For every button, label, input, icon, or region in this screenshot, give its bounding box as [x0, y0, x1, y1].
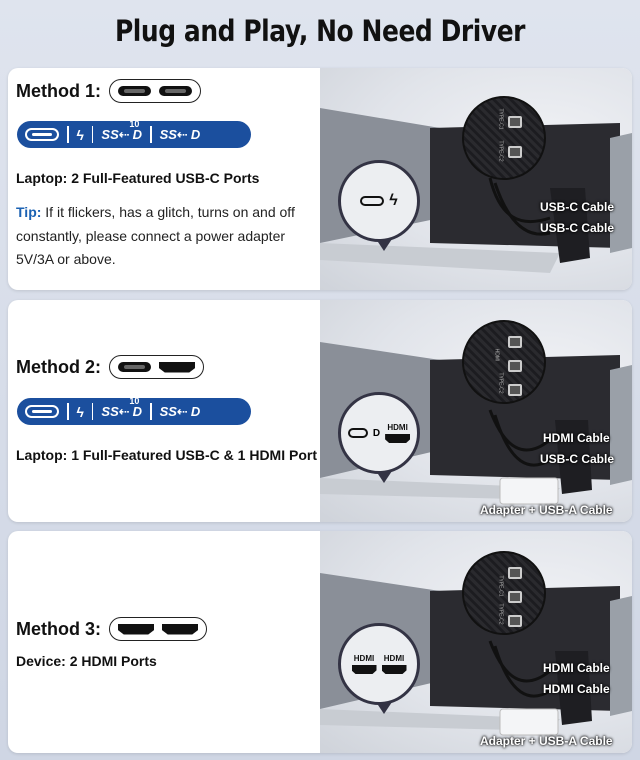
usb-c-port-icon [118, 86, 151, 96]
thunderbolt-icon: ϟ [389, 192, 398, 209]
method-2-port-pill [109, 355, 204, 379]
usb-c-port-icon [159, 86, 192, 96]
method-1-photo [320, 68, 632, 290]
method-2-card [8, 300, 632, 522]
hdmi-label: HDMI [387, 423, 408, 432]
hdmi-port-icon [382, 665, 407, 674]
usb-c-feature-bar [17, 118, 251, 148]
method-3-header [16, 617, 207, 641]
method-1-card [8, 68, 632, 290]
method-2-requirement: Laptop: 1 Full-Featured USB-C & 1 HDMI Port [16, 447, 317, 463]
tip-text: If it flickers, has a glitch, turns on and off constantly, please connect a power adapter 5V/3A or above. [16, 204, 295, 267]
method-1-title: Method 1: [16, 80, 101, 101]
hdmi-port-icon [118, 624, 154, 635]
usb-c-port-icon [360, 196, 384, 206]
superspeed-10-icon: SS ⇠ 10 D [101, 395, 143, 419]
cable-label: USB-C Cable [540, 200, 615, 214]
superspeed-10-icon: SS ⇠ 10 D [101, 118, 143, 142]
displayport-icon: D [372, 427, 381, 439]
usb-c-port-icon [118, 362, 151, 372]
adapter-label: Adapter + USB-A Cable [480, 503, 613, 517]
hdmi-port-icon [159, 362, 195, 373]
port-zoom-circle: TYPE-C1 TYPE-C2 [462, 551, 546, 635]
method-3-photo [320, 531, 632, 753]
port-zoom-circle: HDMI TYPE-C2 [462, 320, 546, 404]
method-3-requirement: Device: 2 HDMI Ports [16, 653, 157, 669]
usb-c-thunderbolt-bubble [338, 160, 420, 242]
method-3-title: Method 3: [16, 618, 101, 639]
adapter-label: Adapter + USB-A Cable [480, 734, 613, 748]
usb-c-feature-bar [17, 395, 251, 425]
hdmi-port-icon [162, 624, 198, 635]
thunderbolt-icon: ϟ [76, 126, 84, 143]
dual-hdmi-bubble [338, 623, 420, 705]
usb-c-hdmi-bubble [338, 392, 420, 474]
displayport-icon: D [132, 127, 143, 142]
hdmi-port-icon [352, 665, 377, 674]
method-3-card [8, 531, 632, 753]
port-zoom-circle: TYPE-C1 TYPE-C2 [462, 96, 546, 180]
cable-label: HDMI Cable [543, 661, 610, 675]
usb-c-outline-icon [25, 128, 59, 141]
method-2-header [16, 355, 204, 379]
method-1-requirement: Laptop: 2 Full-Featured USB-C Ports [16, 170, 260, 186]
cable-label: HDMI Cable [543, 431, 610, 445]
hdmi-port-icon [385, 434, 410, 443]
method-3-port-pill [109, 617, 207, 641]
method-2-title: Method 2: [16, 356, 101, 377]
displayport-icon: D [190, 404, 201, 419]
cable-label: USB-C Cable [540, 221, 615, 235]
cable-label: USB-C Cable [540, 452, 615, 466]
method-2-photo [320, 300, 632, 522]
page-headline: Plug and Play, No Need Driver [114, 14, 526, 48]
usb-c-outline-icon [25, 405, 59, 418]
tip-label: Tip: [16, 204, 42, 220]
method-1-header [16, 79, 201, 103]
cable-label: HDMI Cable [543, 682, 610, 696]
superspeed-icon: SS ⇠ D [159, 403, 201, 419]
usb-c-port-icon [348, 428, 368, 438]
hdmi-label: HDMI [383, 654, 405, 663]
method-1-port-pill [109, 79, 201, 103]
hdmi-label: HDMI [353, 654, 375, 663]
superspeed-icon: SS ⇠ D [159, 126, 201, 142]
displayport-icon: D [132, 404, 143, 419]
thunderbolt-icon: ϟ [76, 403, 84, 420]
displayport-icon: D [190, 127, 201, 142]
power-tip [16, 201, 306, 272]
